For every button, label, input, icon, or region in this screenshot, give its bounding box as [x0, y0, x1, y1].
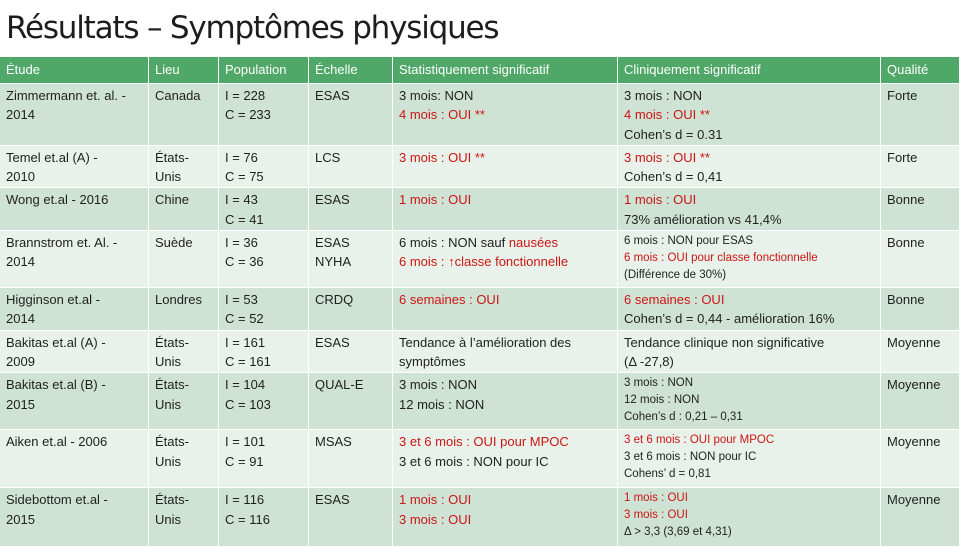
cell-cliniquement-line: 3 mois : OUI — [624, 509, 688, 522]
cell-population-line: C = 52 — [225, 311, 264, 327]
cell-cliniquement — [618, 430, 881, 488]
cell-statistiquement-line: 1 mois : OUI — [399, 492, 472, 508]
cell-lieu-line: Unis — [155, 511, 182, 527]
cell-echelle-line: NYHA — [315, 254, 352, 270]
cell-statistiquement — [393, 188, 618, 231]
cell-etude — [0, 288, 149, 331]
cell-population-line: I = 36 — [225, 235, 258, 251]
cell-cliniquement-line: Cohen’s d = 0.31 — [624, 126, 723, 142]
cell-cliniquement-line: 3 et 6 mois : NON pour IC — [624, 451, 757, 464]
cell-etude-line: Sidebottom et.al - — [6, 492, 108, 508]
cell-statistiquement-line: 3 et 6 mois : OUI pour MPOC — [399, 434, 569, 450]
cell-qualite: Moyenne — [881, 331, 960, 374]
header-etude: Étude — [0, 57, 149, 84]
cell-statistiquement-line: 3 mois : NON — [399, 377, 478, 393]
slide-title: Résultats – Symptômes physiques — [6, 10, 499, 46]
cell-population-line: C = 41 — [225, 211, 264, 227]
cell-population-line: I = 76 — [225, 149, 258, 165]
cell-statistiquement-line: 6 semaines : OUI — [399, 292, 500, 308]
cell-population — [219, 146, 309, 189]
cell-etude-line: Bakitas et.al (B) - — [6, 377, 106, 393]
cell-statistiquement — [393, 288, 618, 331]
header-population: Population — [219, 57, 309, 84]
cell-qualite: Forte — [881, 84, 960, 146]
cell-population — [219, 288, 309, 331]
cell-cliniquement — [618, 84, 881, 146]
cell-statistiquement-line: 3 mois : OUI — [399, 511, 472, 527]
cell-echelle — [309, 373, 393, 430]
cell-cliniquement — [618, 146, 881, 189]
table-row — [0, 430, 960, 488]
table-row — [0, 288, 960, 331]
table-row — [0, 146, 960, 189]
table-row — [0, 84, 960, 146]
cell-etude-line: 2014 — [6, 311, 35, 327]
cell-etude-line: Bakitas et.al (A) - — [6, 334, 106, 350]
cell-statistiquement-line: 3 et 6 mois : NON pour IC — [399, 453, 549, 469]
cell-population — [219, 331, 309, 374]
stat-text: classe fonctionnelle — [454, 254, 569, 270]
cell-statistiquement — [393, 430, 618, 488]
header-qualite: Qualité — [881, 57, 960, 84]
cell-lieu — [149, 84, 219, 146]
cell-cliniquement-line: 1 mois : OUI — [624, 492, 688, 505]
cell-cliniquement — [618, 373, 881, 430]
cell-lieu — [149, 430, 219, 488]
table-body — [0, 84, 960, 547]
cell-etude-line: 2014 — [6, 254, 35, 270]
cell-cliniquement-line: 12 mois : NON — [624, 394, 700, 407]
cell-lieu — [149, 231, 219, 288]
cell-etude — [0, 331, 149, 374]
cell-echelle — [309, 188, 393, 231]
cell-etude-line: 2014 — [6, 107, 35, 123]
cell-echelle-line: ESAS — [315, 235, 350, 251]
cell-echelle-line: MSAS — [315, 434, 352, 450]
cell-etude — [0, 231, 149, 288]
cell-qualite: Forte — [881, 146, 960, 189]
cell-qualite: Moyenne — [881, 373, 960, 430]
cell-lieu-line: États- — [155, 377, 189, 393]
cell-lieu-line: Canada — [155, 88, 201, 103]
cell-cliniquement-line: 6 mois : NON pour ESAS — [624, 235, 754, 248]
cell-echelle — [309, 488, 393, 547]
cell-population-line: C = 103 — [225, 396, 271, 412]
cell-lieu-line: Unis — [155, 169, 182, 185]
cell-echelle — [309, 84, 393, 146]
cell-echelle — [309, 430, 393, 488]
cell-population-line: I = 43 — [225, 192, 258, 208]
cell-echelle-line: LCS — [315, 149, 341, 165]
header-echelle: Échelle — [309, 57, 393, 84]
cell-cliniquement-line: Cohen’s d : 0,21 – 0,31 — [624, 411, 743, 424]
cell-lieu-line: États- — [155, 492, 189, 508]
table-row — [0, 488, 960, 547]
cell-population-line: I = 53 — [225, 292, 258, 308]
cell-statistiquement-line: 12 mois : NON — [399, 396, 485, 412]
cell-qualite: Bonne — [881, 231, 960, 288]
results-table — [0, 57, 960, 547]
cell-etude-line: Aiken et.al - 2006 — [6, 434, 108, 450]
cell-etude — [0, 373, 149, 430]
cell-population — [219, 231, 309, 288]
cell-etude-line: Wong et.al - 2016 — [6, 192, 109, 208]
cell-population-line: I = 228 — [225, 88, 266, 103]
stat-text: 6 mois : — [399, 254, 449, 270]
cell-cliniquement-line: 73% amélioration vs 41,4% — [624, 211, 782, 227]
cell-etude-line: 2009 — [6, 353, 35, 369]
stat-text: 6 mois : NON sauf — [399, 235, 509, 251]
cell-statistiquement-line: symptômes — [399, 353, 466, 369]
table-row — [0, 373, 960, 430]
cell-echelle-line: ESAS — [315, 492, 350, 508]
cell-cliniquement-line: 3 mois : NON — [624, 88, 703, 103]
cell-statistiquement — [393, 488, 618, 547]
cell-cliniquement-line: 3 mois : NON — [624, 377, 694, 390]
cell-echelle — [309, 331, 393, 374]
cell-lieu-line: Chine — [155, 192, 189, 208]
cell-etude-line: 2010 — [6, 169, 35, 185]
cell-lieu-line: Unis — [155, 396, 182, 412]
cell-cliniquement-line: 6 mois : OUI pour classe fonctionnelle — [624, 252, 818, 265]
cell-etude-line: 2015 — [6, 396, 35, 412]
cell-cliniquement — [618, 331, 881, 374]
table-header-row — [0, 57, 960, 84]
cell-statistiquement — [393, 373, 618, 430]
cell-population-line: I = 104 — [225, 377, 266, 393]
cell-cliniquement-line: Tendance clinique non significative — [624, 334, 825, 350]
cell-cliniquement-line: Δ > 3,3 (3,69 et 4,31) — [624, 526, 732, 539]
cell-statistiquement-line: 3 mois : OUI ** — [399, 149, 485, 165]
cell-cliniquement-line: Cohen’s d = 0,41 — [624, 169, 723, 185]
cell-cliniquement-line: 4 mois : OUI ** — [624, 107, 710, 123]
cell-population-line: I = 161 — [225, 334, 266, 350]
cell-echelle-line: ESAS — [315, 88, 350, 103]
cell-echelle-line: ESAS — [315, 192, 350, 208]
cell-statistiquement-line: Tendance à l’amélioration des — [399, 334, 571, 350]
cell-echelle-line: CRDQ — [315, 292, 354, 308]
cell-population — [219, 188, 309, 231]
cell-lieu-line: États- — [155, 149, 189, 165]
cell-echelle — [309, 288, 393, 331]
cell-cliniquement-line: (Différence de 30%) — [624, 269, 727, 282]
cell-etude-line: Zimmermann et. al. - — [6, 88, 126, 103]
cell-lieu — [149, 188, 219, 231]
cell-population-line: C = 36 — [225, 254, 264, 270]
cell-qualite: Bonne — [881, 188, 960, 231]
cell-cliniquement — [618, 188, 881, 231]
cell-etude-line: Higginson et.al - — [6, 292, 100, 308]
cell-cliniquement-line: 3 et 6 mois : OUI pour MPOC — [624, 434, 775, 447]
cell-lieu — [149, 331, 219, 374]
cell-population-line: C = 91 — [225, 453, 264, 469]
cell-statistiquement — [393, 331, 618, 374]
cell-echelle-line: ESAS — [315, 334, 350, 350]
cell-cliniquement-line: (Δ -27,8) — [624, 353, 674, 369]
cell-lieu-line: Londres — [155, 292, 202, 308]
cell-qualite: Moyenne — [881, 430, 960, 488]
cell-statistiquement — [393, 146, 618, 189]
cell-cliniquement-line: 1 mois : OUI — [624, 192, 697, 208]
cell-statistiquement-line: 1 mois : OUI — [399, 192, 472, 208]
cell-etude — [0, 188, 149, 231]
stat-highlight: nausées — [508, 235, 558, 251]
cell-population-line: C = 75 — [225, 169, 264, 185]
cell-population — [219, 488, 309, 547]
cell-cliniquement — [618, 488, 881, 547]
cell-etude — [0, 84, 149, 146]
cell-cliniquement-line: Cohen’s d = 0,44 - amélioration 16% — [624, 311, 835, 327]
cell-population — [219, 84, 309, 146]
cell-etude — [0, 488, 149, 547]
cell-lieu — [149, 288, 219, 331]
cell-population-line: C = 161 — [225, 353, 271, 369]
cell-echelle — [309, 231, 393, 288]
cell-cliniquement-line: Cohens’ d = 0,81 — [624, 468, 711, 481]
cell-statistiquement-line — [399, 233, 614, 252]
cell-cliniquement — [618, 288, 881, 331]
header-lieu: Lieu — [149, 57, 219, 84]
cell-lieu-line: Unis — [155, 353, 182, 369]
cell-lieu-line: États- — [155, 434, 189, 450]
cell-cliniquement — [618, 231, 881, 288]
cell-statistiquement-line: 3 mois: NON — [399, 88, 474, 103]
cell-population — [219, 430, 309, 488]
cell-echelle-line: QUAL-E — [315, 377, 364, 393]
cell-etude-line: Brannstrom et. Al. - — [6, 235, 118, 251]
cell-lieu — [149, 488, 219, 547]
up-arrow-icon: ↑ — [448, 254, 455, 270]
cell-population-line: C = 116 — [225, 511, 270, 527]
cell-population-line: I = 116 — [225, 492, 265, 508]
cell-lieu — [149, 146, 219, 189]
cell-etude-line: Temel et.al (A) - — [6, 149, 98, 165]
cell-etude — [0, 430, 149, 488]
cell-cliniquement-line: 3 mois : OUI ** — [624, 149, 710, 165]
cell-lieu-line: États- — [155, 334, 189, 350]
cell-statistiquement — [393, 84, 618, 146]
cell-etude — [0, 146, 149, 189]
cell-population-line: I = 101 — [225, 434, 266, 450]
cell-lieu — [149, 373, 219, 430]
cell-cliniquement-line: 6 semaines : OUI — [624, 292, 725, 308]
header-statistiquement: Statistiquement significatif — [393, 57, 618, 84]
cell-population-line: C = 233 — [225, 107, 271, 123]
cell-statistiquement-line: 4 mois : OUI ** — [399, 107, 485, 123]
cell-qualite: Bonne — [881, 288, 960, 331]
table-row — [0, 331, 960, 374]
cell-lieu-line: Suède — [155, 235, 193, 251]
cell-statistiquement — [393, 231, 618, 288]
cell-qualite: Moyenne — [881, 488, 960, 547]
cell-etude-line: 2015 — [6, 511, 35, 527]
header-cliniquement: Cliniquement significatif — [618, 57, 881, 84]
table-row — [0, 231, 960, 288]
table-row — [0, 188, 960, 231]
cell-echelle — [309, 146, 393, 189]
cell-statistiquement-line — [399, 252, 614, 271]
cell-lieu-line: Unis — [155, 453, 182, 469]
cell-population — [219, 373, 309, 430]
